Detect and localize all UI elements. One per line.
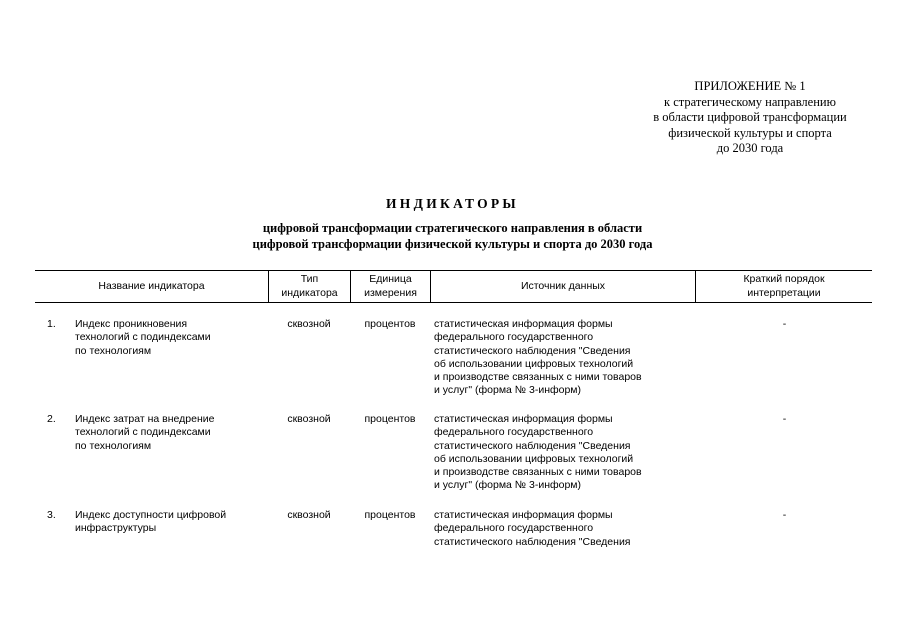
data-source bbox=[434, 413, 692, 493]
text-line: инфраструктуры bbox=[75, 522, 157, 535]
header-interpretation bbox=[696, 271, 872, 302]
indicator-unit: процентов bbox=[364, 509, 416, 521]
text-line: и услуг" (форма № 3-информ) bbox=[434, 384, 582, 397]
text-line: технологий с подиндексами bbox=[75, 331, 211, 344]
interpretation: - bbox=[782, 509, 787, 521]
text-line: технологий с подиндексами bbox=[75, 426, 211, 439]
text-line: статистическая информация формы bbox=[434, 509, 613, 521]
text-line: статистического наблюдения "Сведения bbox=[434, 535, 631, 548]
header-text: индикатора bbox=[281, 286, 338, 299]
appendix-line: до 2030 года bbox=[716, 141, 784, 156]
text-line: и производстве связанных с ними товаров bbox=[434, 371, 642, 384]
appendix-block bbox=[620, 79, 880, 157]
text-line: по технологиям bbox=[75, 344, 152, 357]
header-unit bbox=[351, 271, 430, 302]
text-line: статистического наблюдения "Сведения bbox=[434, 439, 631, 452]
interpretation: - bbox=[782, 413, 787, 425]
header-indicator-name bbox=[35, 271, 268, 302]
text-line: Индекс доступности цифровой bbox=[75, 509, 227, 521]
header-data-source bbox=[431, 271, 695, 302]
indicator-type: сквозной bbox=[287, 413, 331, 425]
text-line: Индекс затрат на внедрение bbox=[75, 413, 215, 425]
appendix-line: к стратегическому направлению bbox=[664, 94, 836, 109]
header-indicator-type bbox=[269, 271, 350, 302]
subtitle-line: цифровой трансформации стратегического направления в области bbox=[262, 221, 643, 235]
text-line: по технологиям bbox=[75, 439, 152, 452]
appendix-line: в области цифровой трансформации bbox=[653, 110, 847, 125]
indicator-type: сквозной bbox=[287, 318, 331, 330]
indicator-name bbox=[75, 318, 265, 358]
text-line: статистическая информация формы bbox=[434, 413, 613, 425]
data-source bbox=[434, 318, 692, 398]
header-text: Краткий порядок bbox=[743, 273, 825, 286]
header-text: Тип bbox=[300, 273, 319, 286]
text-line: федерального государственного bbox=[434, 331, 594, 344]
table-header-rule bbox=[35, 302, 872, 303]
text-line: и производстве связанных с ними товаров bbox=[434, 466, 642, 479]
appendix-line: ПРИЛОЖЕНИЕ № 1 bbox=[694, 79, 806, 93]
row-number: 2. bbox=[47, 413, 56, 425]
header-text: Источник данных bbox=[520, 279, 606, 292]
text-line: об использовании цифровых технологий bbox=[434, 452, 634, 465]
row-number: 1. bbox=[47, 318, 56, 330]
header-text: Название индикатора bbox=[98, 279, 205, 292]
document-subtitle bbox=[0, 221, 905, 253]
subtitle-line: цифровой трансформации физической культуры и спорта до 2030 года bbox=[252, 236, 653, 251]
indicator-unit: процентов bbox=[364, 413, 416, 425]
text-line: статистического наблюдения "Сведения bbox=[434, 344, 631, 357]
header-text: интерпретации bbox=[747, 286, 821, 299]
header-text: Единица bbox=[369, 273, 412, 286]
document-title: ИНДИКАТОРЫ bbox=[386, 196, 519, 211]
indicator-name bbox=[75, 509, 265, 536]
text-line: федерального государственного bbox=[434, 522, 594, 535]
indicator-name bbox=[75, 413, 265, 453]
indicator-unit: процентов bbox=[364, 318, 416, 330]
text-line: статистическая информация формы bbox=[434, 318, 613, 330]
text-line: Индекс проникновения bbox=[75, 318, 188, 330]
text-line: и услуг" (форма № 3-информ) bbox=[434, 479, 582, 492]
indicator-type: сквозной bbox=[287, 509, 331, 521]
text-line: федерального государственного bbox=[434, 426, 594, 439]
interpretation: - bbox=[782, 318, 787, 330]
text-line: об использовании цифровых технологий bbox=[434, 357, 634, 370]
header-text: измерения bbox=[364, 286, 417, 299]
data-source bbox=[434, 509, 692, 549]
row-number: 3. bbox=[47, 509, 56, 521]
appendix-line: физической культуры и спорта bbox=[668, 125, 832, 140]
